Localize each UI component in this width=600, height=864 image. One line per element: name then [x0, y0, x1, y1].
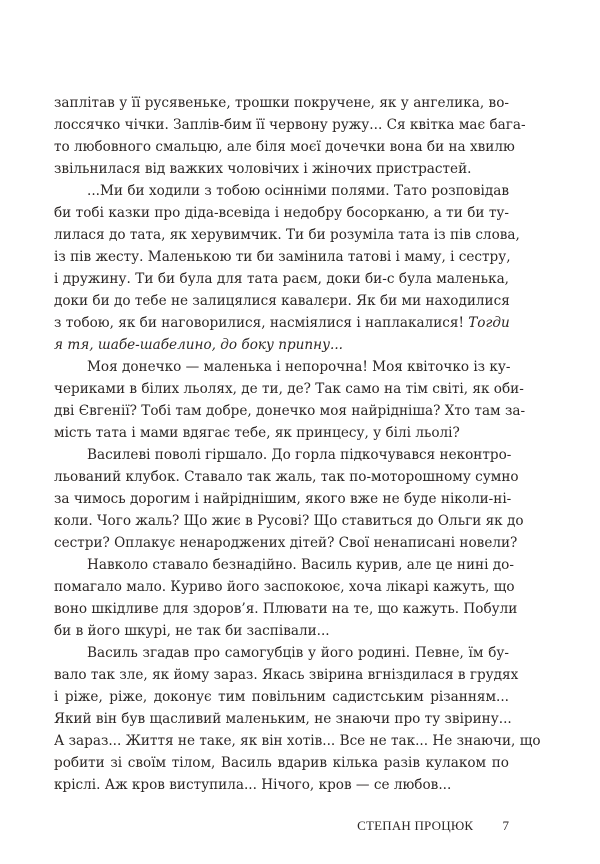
text-line [54, 136, 515, 158]
line-text: лоссячко чічки. Заплів-бим її червону ружу... Ся квітка має бага- [54, 117, 526, 133]
line-text: помагало мало. Куриво його заспокоює, хоча лікарі кажуть, що [54, 579, 515, 595]
text-line [54, 620, 509, 642]
line-text: А зараз... Життя не таке, як він хотів... Все не так... Не знаючи, що [54, 733, 541, 749]
line-text: чериками в білих льолях, де ти, де? Так само на тім світі, як оби- [54, 381, 524, 397]
text-line [54, 400, 526, 422]
text-line [54, 664, 519, 686]
text-line [54, 532, 518, 554]
italic-text: Тогди [468, 315, 510, 331]
paragraph [54, 642, 541, 796]
line-text: ...Ми би ходили з тобою осінніми полями. Тато розповідав [87, 183, 509, 199]
text-line [54, 488, 512, 510]
line-text: робити зі своїм тілом, Василь вдарив кілька разів кулаком по [54, 755, 509, 771]
text-line [54, 92, 509, 114]
paragraph [54, 554, 518, 642]
text-line [54, 158, 509, 180]
line-text: із пів жесту. Маленькою ти би замінила татові і маму, і сестру, [54, 249, 511, 265]
line-text: би в його шкурі, не так би заспівали... [54, 623, 330, 639]
text-line [54, 554, 514, 576]
text-line [54, 422, 509, 444]
text-line [54, 114, 526, 136]
line-text: сестри? Оплакує ненароджених дітей? Свої ненаписані новели? [54, 535, 518, 551]
text-line [54, 466, 519, 488]
line-text: заплітав у її русявеньке, трошки покручене, як у ангелика, во- [54, 95, 509, 111]
line-text: звільнилася від важких чоловічих і жіночих пристрастей. [54, 161, 472, 177]
text-line [54, 202, 509, 224]
line-text: з тобою, як би наговорилися, насміялися і наплакалися! [54, 315, 464, 331]
line-text: лилася до тата, як херувимчик. Ти би розуміла тата із пів слова, [54, 227, 520, 243]
text-line [54, 180, 509, 202]
text-line [54, 334, 509, 356]
line-text: і ріже, ріже, доконує тим повільним садистським різанням... [54, 689, 509, 705]
line-text: за чимось дорогим і найріднішим, якого вже не буде ніколи-ні- [54, 491, 512, 507]
text-line [54, 312, 509, 334]
text-line [54, 774, 509, 796]
text-line [54, 576, 515, 598]
text-line [54, 730, 541, 752]
line-text: я тя, шабе-шабелино, до боку припну... [54, 337, 343, 353]
line-text: вало так зле, як йому зараз. Якась звірина вгніздилася в грудях [54, 667, 519, 683]
paragraph [54, 180, 520, 356]
text-line [54, 686, 509, 708]
book-page-text [54, 92, 541, 796]
text-line [54, 290, 509, 312]
page-footer [54, 818, 509, 834]
text-line [54, 246, 509, 268]
line-text: кріслі. Аж кров виступила... Нічого, кров — се любов... [54, 777, 452, 793]
line-text: дві Євгенії? Тобі там добре, донечко моя найрідніша? Хто там за- [54, 403, 526, 419]
paragraph [54, 92, 526, 180]
line-text: Моя донечко — маленька і непорочна! Моя квіточко із ку- [87, 359, 511, 375]
line-text: Василеві поволі гіршало. До горла підкочувався неконтро- [87, 447, 512, 463]
text-line [54, 268, 509, 290]
line-text: коли. Чого жаль? Що жиє в Русові? Що ставиться до Ольги як до [54, 513, 524, 529]
text-line [54, 708, 512, 730]
text-line [54, 356, 509, 378]
page-number: 7 [502, 818, 509, 833]
text-line [54, 598, 518, 620]
paragraph [54, 444, 524, 554]
line-text: Василь згадав про самогубців у його родині. Певне, їм бу- [87, 645, 509, 661]
text-line [54, 642, 509, 664]
paragraph [54, 356, 526, 444]
line-text: мість тата і мами вдягає тебе, як принцесу, у білі льолі? [54, 425, 460, 441]
text-line [54, 378, 524, 400]
line-text: доки би до тебе не залицялися кавалєри. Як би ми находилися [54, 293, 510, 309]
line-text: Який він був щасливий маленьким, не знаючи про ту звірину... [54, 711, 512, 727]
line-text: воно шкідливе для здоров’я. Плювати на те, що кажуть. Побули [54, 601, 518, 617]
line-text: льований клубок. Ставало так жаль, так по-моторошному сумно [54, 469, 519, 485]
text-line [54, 444, 512, 466]
running-footer-author: СТЕПАН ПРОЦЮК [357, 818, 474, 833]
line-text: і дружину. Ти би була для тата раєм, доки би-с була маленька, [54, 271, 509, 287]
text-line [54, 510, 524, 532]
line-text: то любовного смальцю, але біля моєї дочечки вона би на хвилю [54, 139, 515, 155]
text-line [54, 224, 520, 246]
line-text: Навколо ставало безнадійно. Василь курив, але це нині до- [87, 557, 514, 573]
line-text: би тобі казки про діда-всевіда і недобру босорканю, а ти би ту- [54, 205, 509, 221]
text-line [54, 752, 509, 774]
